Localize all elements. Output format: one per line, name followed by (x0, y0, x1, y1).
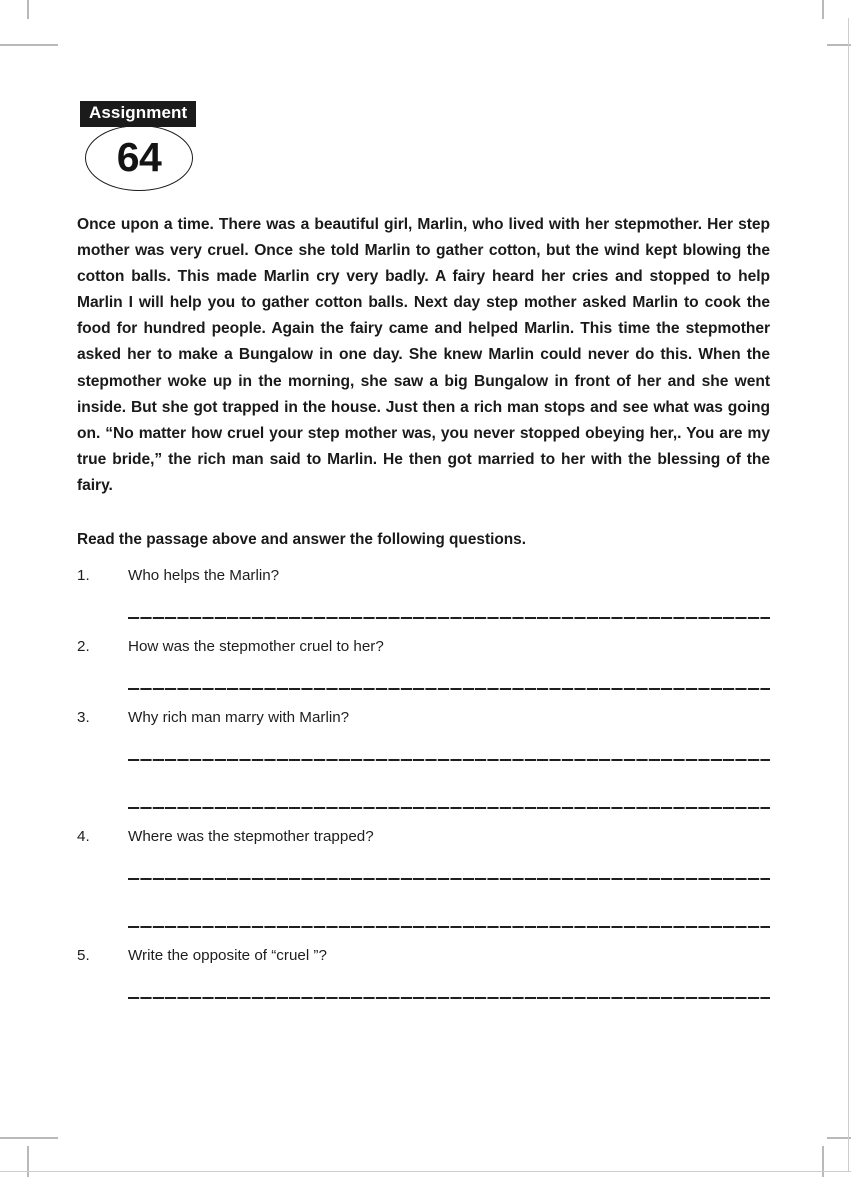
question-row (77, 707, 770, 728)
question-number: 5. (77, 947, 90, 965)
question-row (77, 636, 770, 657)
answer-write-line[interactable] (128, 787, 770, 812)
crop-mark-bottom-right-vertical (822, 1146, 824, 1177)
questions-list (77, 551, 770, 1002)
crop-mark-top-left-vertical (27, 0, 29, 19)
answer-write-line[interactable] (128, 858, 770, 883)
answer-lines (77, 728, 770, 812)
answer-lines (77, 847, 770, 931)
question-text: How was the stepmother cruel to her? (128, 638, 384, 656)
instruction-text: Read the passage above and answer the following questions. (77, 531, 526, 549)
question-number: 3. (77, 709, 90, 727)
question-text: Who helps the Marlin? (128, 567, 280, 585)
assignment-badge (80, 101, 210, 180)
answer-lines (77, 586, 770, 622)
question-row (77, 945, 770, 966)
answer-write-line[interactable] (128, 668, 770, 693)
assignment-number-oval (85, 125, 193, 191)
question-item (77, 622, 770, 693)
answer-write-line[interactable] (128, 597, 770, 622)
question-number: 1. (77, 567, 90, 585)
worksheet-content (77, 212, 770, 1002)
question-text: Write the opposite of “cruel ”? (128, 947, 327, 965)
answer-write-line[interactable] (128, 739, 770, 764)
question-number: 4. (77, 828, 90, 846)
crop-mark-top-right-vertical (822, 0, 824, 19)
question-item (77, 551, 770, 622)
assignment-number: 64 (116, 133, 162, 180)
question-item (77, 812, 770, 931)
page-border-right (848, 18, 849, 1172)
crop-mark-top-left-horizontal (0, 44, 58, 46)
crop-mark-bottom-left-horizontal (0, 1137, 58, 1139)
answer-write-line[interactable] (128, 906, 770, 931)
answer-write-line[interactable] (128, 977, 770, 1002)
answer-lines (77, 657, 770, 693)
question-row (77, 565, 770, 586)
crop-mark-bottom-left-vertical (27, 1146, 29, 1177)
page-border-bottom (0, 1171, 851, 1172)
question-number: 2. (77, 638, 90, 656)
question-item (77, 931, 770, 1002)
answer-lines (77, 966, 770, 1002)
passage-text: Once upon a time. There was a beautiful girl, Marlin, who lived with her stepmother. Her step mother was very cruel. Once she told Marlin to gather cotton, but the wind kept blowing the cotton balls. This made Marlin cry very badly. A fairy heard her cries and stopped to help Marlin I will help you to gather cotton balls. Next day step mother asked Marlin to cook the food for hundred people. Again the fairy came and helped Marlin. This time the stepmother asked her to make a Bungalow in one day. She knew Marlin could never do this. When the stepmother woke up in the morning, she saw a big Bungalow in front of her and she went inside. But she got trapped in the house. Just then a rich man stops and see what was going on. “No matter how cruel your step mother was, you never stopped obeying her,. You are my true bride,” the rich man said to Marlin. He then got married to her with the blessing of the fairy. (77, 216, 770, 494)
question-text: Why rich man marry with Marlin? (128, 709, 350, 727)
question-item (77, 693, 770, 812)
assignment-label: Assignment (80, 101, 196, 127)
question-row (77, 826, 770, 847)
question-text: Where was the stepmother trapped? (128, 828, 374, 846)
